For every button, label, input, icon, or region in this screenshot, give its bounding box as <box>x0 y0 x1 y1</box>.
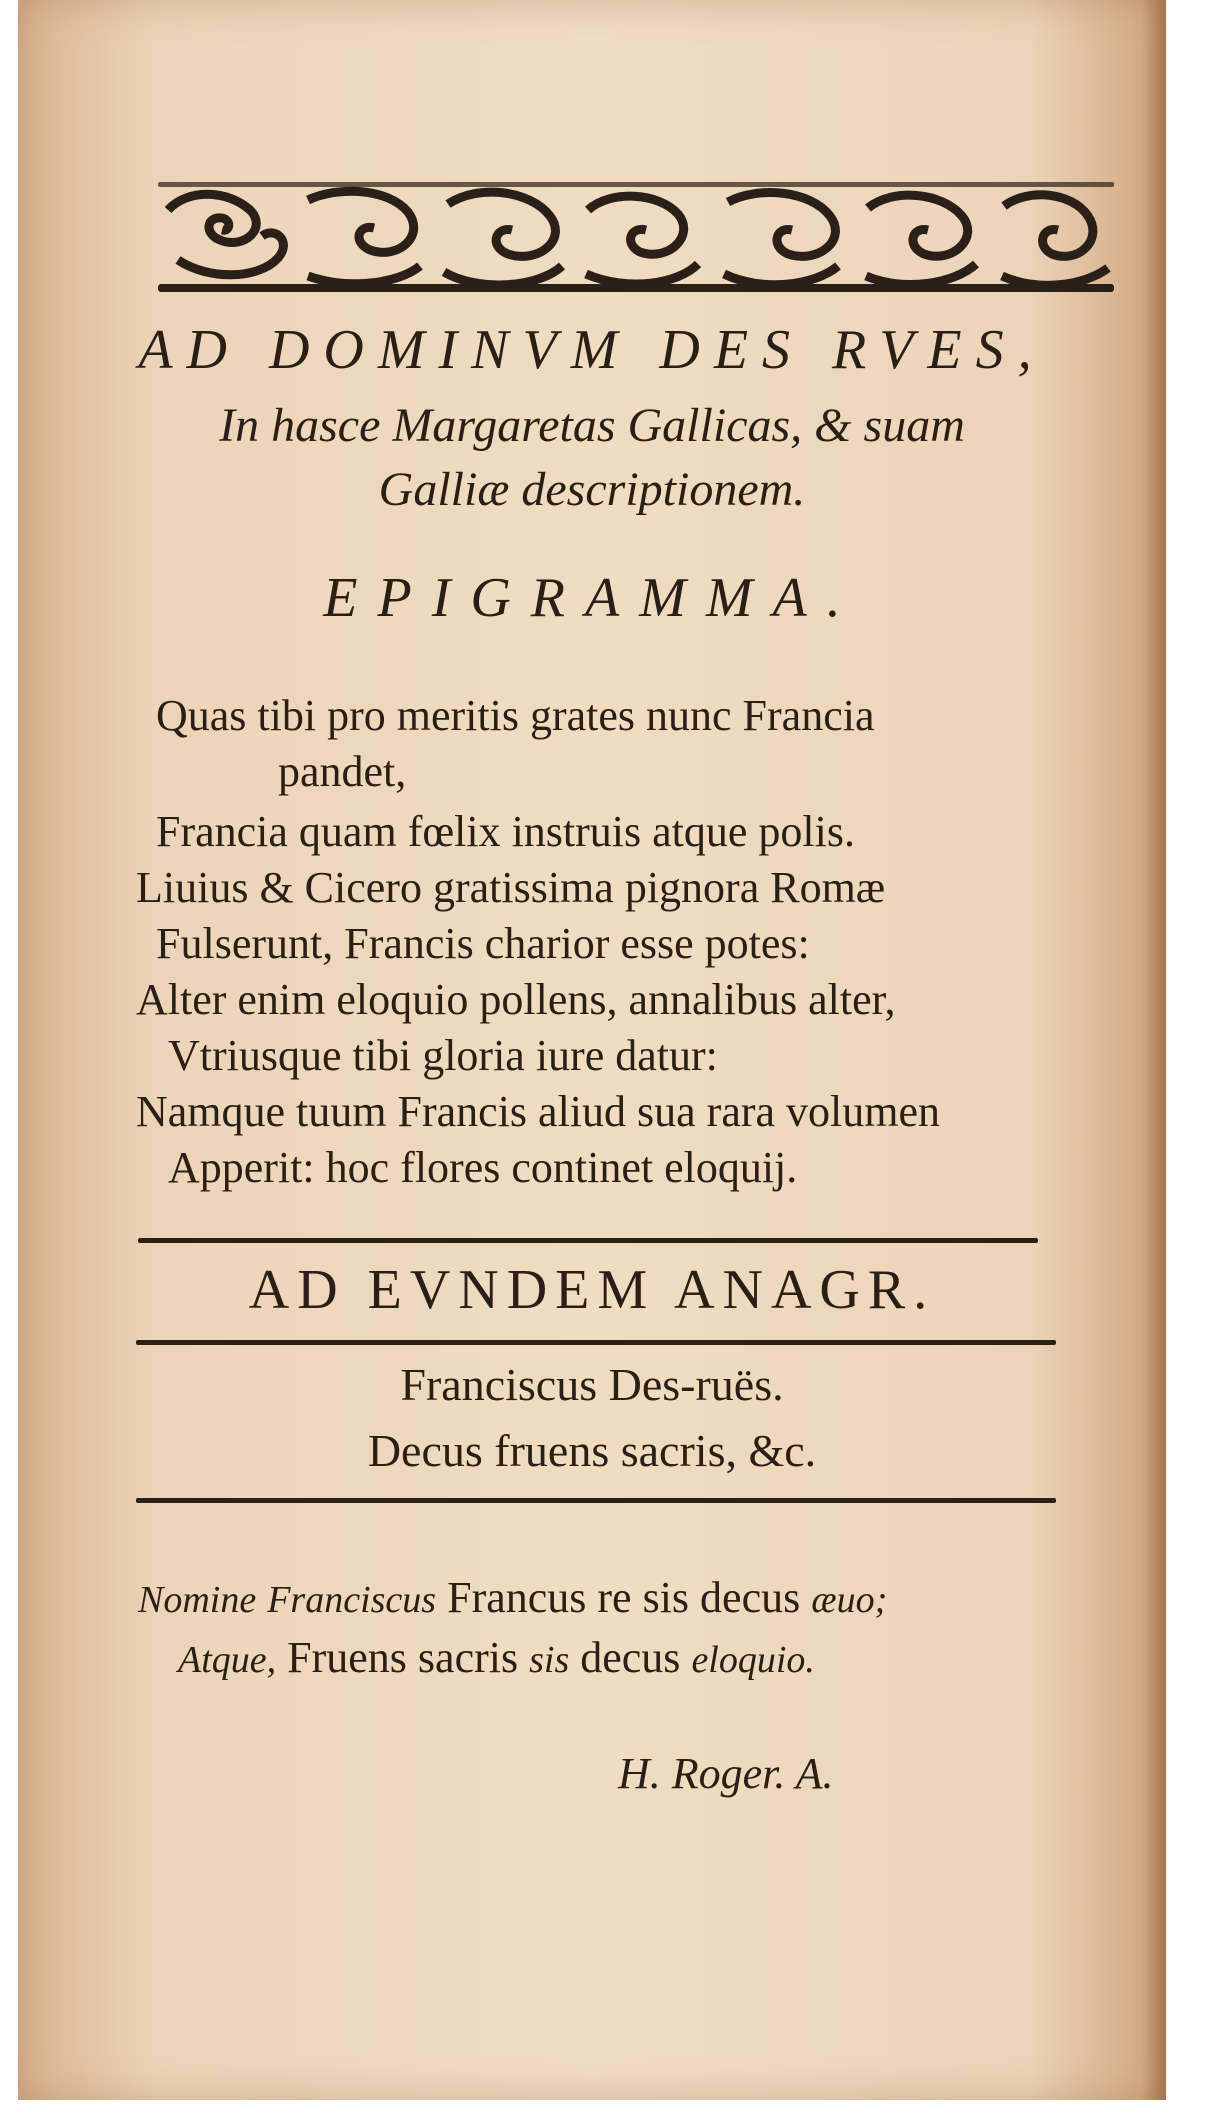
distich-text: decus <box>580 1633 681 1682</box>
page-edge-shadow <box>1142 0 1166 2100</box>
distich-word: Nomine <box>138 1579 257 1621</box>
poem-line: Vtriusque tibi gloria iure datur: <box>168 1031 718 1080</box>
dedication-subtitle-line1: In hasce Margaretas Gallicas, & suam <box>219 399 965 452</box>
ornament-headpiece-icon <box>158 180 1114 296</box>
anagram-result-line: Decus fruens sacris, &c. <box>367 1425 817 1476</box>
anagram-name-line: Franciscus Des-ruës. <box>400 1359 784 1410</box>
poem-line: Quas tibi pro meritis grates nunc Francia <box>156 691 875 740</box>
poem-line: Francia quam fœlix instruis atque polis. <box>156 807 855 856</box>
poem-line: Namque tuum Francis aliud sua rara volumen <box>136 1087 941 1136</box>
distich-line2 <box>178 1632 815 1683</box>
poem-line: Apperit: hoc flores continet eloquij. <box>168 1143 798 1192</box>
distich-text: Francus re sis decus <box>447 1573 801 1622</box>
distich-word: Franciscus <box>267 1579 437 1621</box>
epigram-label: EPIGRAMMA. <box>323 567 861 629</box>
poem-line: Alter enim eloquio pollens, annalibus alter, <box>136 975 896 1024</box>
dedication-subtitle-line2: Galliæ descriptionem. <box>378 463 806 516</box>
dedication-title: AD DOMINVM DES RVES, <box>138 319 1046 381</box>
distich-word: æuo; <box>811 1579 888 1621</box>
poem-line: Liuius & Cicero gratissima pignora Romæ <box>136 863 886 912</box>
decorative-rule <box>136 1340 1056 1345</box>
book-page <box>18 0 1166 2100</box>
decorative-rule <box>138 1238 1038 1243</box>
distich-text: Fruens sacris <box>287 1633 519 1682</box>
distich-word: Atque, <box>178 1639 277 1681</box>
signature: H. Roger. A. <box>618 1749 834 1798</box>
anagram-heading: AD EVNDEM ANAGR. <box>248 1259 936 1321</box>
distich-word: sis <box>529 1639 570 1681</box>
poem-line: pandet, <box>278 747 407 796</box>
decorative-rule <box>136 1498 1056 1503</box>
poem-line: Fulserunt, Francis charior esse potes: <box>156 919 810 968</box>
distich-word: eloquio. <box>691 1639 815 1681</box>
distich-line1 <box>138 1572 887 1623</box>
